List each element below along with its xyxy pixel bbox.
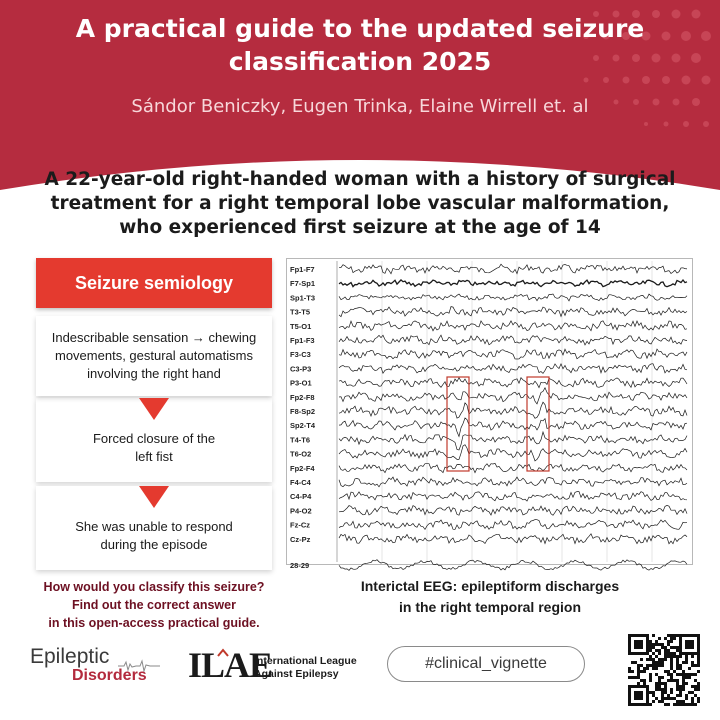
hashtag-pill[interactable]: #clinical_vignette [387,646,585,682]
question-line-3: in this open-access practical guide. [48,616,260,630]
eeg-trace [339,378,687,388]
epileptic-disorders-logo [30,645,160,690]
case-description [10,168,710,240]
eeg-trace [339,280,687,287]
step-1-line-3: involving the right hand [87,366,221,381]
eeg-trace [339,294,687,301]
case-line-3: who experienced first seizure at the age of 14 [119,217,601,238]
eeg-channel-label: T5-O1 [290,321,312,331]
discharge-highlight-box [527,377,549,471]
semiology-step-1 [36,316,272,396]
eeg-trace [339,364,687,374]
eeg-trace [339,477,687,487]
step-3-line-1: She was unable to respond [75,519,233,534]
down-arrow-icon [139,398,169,420]
eeg-channel-label: Cz-Pz [290,534,311,544]
eeg-recording-image [286,258,693,570]
call-to-action-text [24,578,284,632]
step-2-line-1: Forced closure of the [92,431,216,446]
case-line-2: treatment for a right temporal lobe vascular malformation, [50,193,670,214]
eeg-caption [300,576,680,618]
ilae-logo-mark: ILAE [188,645,273,685]
eeg-channel-label: P3-O1 [290,378,312,388]
header-banner [0,0,720,195]
eeg-channel-label: Fp1-F3 [290,336,315,345]
eeg-channel-label: F7-Sp1 [290,279,316,289]
eeg-channel-label: Fp1-F7 [290,265,315,274]
ilae-accent-icon [218,650,228,658]
eeg-trace [339,432,687,450]
eeg-channel-label: C4-P4 [290,492,312,502]
eeg-channel-label: T6-O2 [290,449,312,459]
eeg-channel-label: Sp1-T3 [290,293,316,303]
step-1-line-1: Indescribable sensation → chewing [51,330,257,345]
eeg-trace [339,388,687,404]
eeg-channel-label: C3-P3 [290,364,312,374]
eeg-trace [339,402,687,418]
question-line-2: Find out the correct answer [72,598,236,612]
eeg-trace [339,534,687,544]
step-3-line-2: during the episode [100,537,208,552]
ilae-logo-text [254,655,357,681]
qr-code-icon[interactable] [628,634,700,706]
journal-logo-line-1: Epileptic [30,645,110,668]
authors-line: Sándor Beniczky, Eugen Trinka, Elaine Wirrell et. al [131,96,589,117]
page-title [0,12,720,78]
case-line-1: A 22-year-old right-handed woman with a history of surgical [44,169,676,190]
eeg-channel-label: Sp2-T4 [290,421,316,431]
eeg-traces [287,259,692,570]
eeg-channel-label: F8-Sp2 [290,407,316,416]
eeg-trace [339,492,687,502]
eeg-channel-label: Fz-Cz [290,520,310,530]
journal-logo-line-2: Disorders [72,667,147,684]
semiology-heading: Seizure semiology [36,258,272,308]
eeg-channel-label: P4-O2 [290,506,312,516]
ilae-line-2: Against Epilepsy [254,668,339,680]
eeg-channel-label: T3-T5 [290,307,311,317]
step-2-line-2: left fist [135,449,173,464]
eeg-trace [339,445,687,461]
eeg-channel-label: Fp2-F8 [290,392,315,402]
eeg-trace [339,463,687,472]
eeg-trace [339,264,687,274]
step-1-line-2: movements, gestural automatisms [55,348,253,363]
eeg-channel-label: Fp2-F4 [290,463,315,473]
eeg-trace [339,349,687,359]
eeg-channel-label: 28-29 [290,561,310,570]
ilae-line-1: International League [254,655,357,667]
eeg-trace [339,560,687,571]
eeg-trace [339,321,687,331]
eeg-trace [339,335,687,345]
eeg-caption-line-1: Interictal EEG: epileptiform discharges [360,578,620,594]
question-line-1: How would you classify this seizure? [43,580,265,594]
discharge-highlight-box [447,377,469,471]
eeg-trace [339,418,687,437]
title-line-1: A practical guide to the updated seizure [75,14,645,43]
eeg-channel-label: F4-C4 [290,478,311,487]
eeg-trace [339,307,687,317]
down-arrow-icon [139,486,169,508]
eeg-channel-label: F3-C3 [290,350,311,360]
eeg-trace [339,505,687,515]
eeg-channel-label: T4-T6 [290,435,311,445]
ilae-logo [188,644,368,686]
title-line-2: classification 2025 [228,47,492,76]
eeg-trace [339,520,687,530]
eeg-caption-line-2: in the right temporal region [398,599,581,615]
